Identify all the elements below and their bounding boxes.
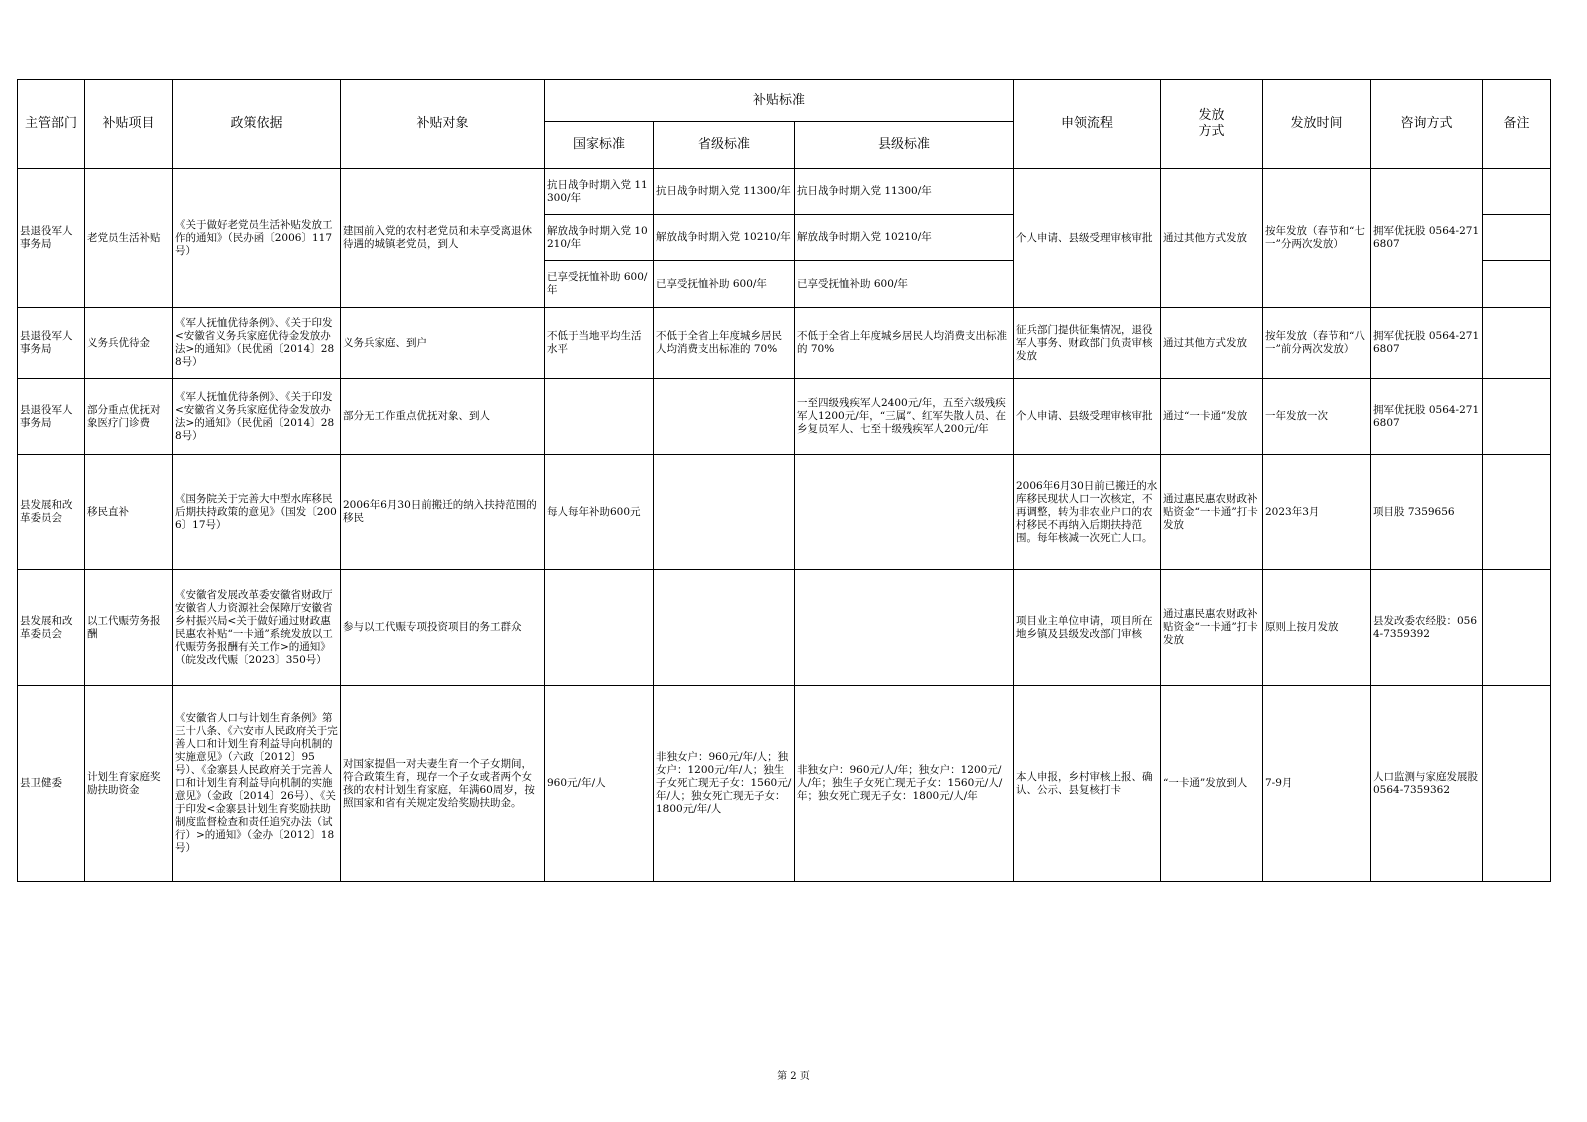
cell-method: “一卡通”发放到人 xyxy=(1161,686,1263,882)
table-row xyxy=(18,379,1551,455)
cell-provincial: 不低于全省上年度城乡居民人均消费支出标准的 70% xyxy=(654,308,795,379)
table-row xyxy=(18,455,1551,570)
cell-contact: 拥军优抚股 0564-2716807 xyxy=(1371,169,1483,308)
header-item: 补贴项目 xyxy=(85,80,173,169)
cell-process: 本人申报，乡村审核上报、确认、公示、县复核打卡 xyxy=(1014,686,1161,882)
cell-provincial: 已享受抚恤补助 600/年 xyxy=(654,261,795,308)
header-target: 补贴对象 xyxy=(341,80,545,169)
cell-time: 原则上按月发放 xyxy=(1263,570,1371,686)
header-method: 发放 方式 xyxy=(1161,80,1263,169)
cell-county: 抗日战争时期入党 11300/年 xyxy=(795,169,1014,215)
cell-national xyxy=(545,379,654,455)
cell-time: 一年发放一次 xyxy=(1263,379,1371,455)
cell-provincial: 抗日战争时期入党 11300/年 xyxy=(654,169,795,215)
cell-national: 已享受抚恤补助 600/年 xyxy=(545,261,654,308)
cell-remark xyxy=(1483,261,1551,308)
cell-process: 2006年6月30日前已搬迁的水库移民现状人口一次核定，不再调整，转为非农业户口的农村移民不再纳入后期扶持范围。每年核减一次死亡人口。 xyxy=(1014,455,1161,570)
cell-time: 按年发放（春节和“八一”前分两次发放） xyxy=(1263,308,1371,379)
cell-item: 义务兵优待金 xyxy=(85,308,173,379)
header-national: 国家标准 xyxy=(545,122,654,169)
cell-method: 通过“一卡通”发放 xyxy=(1161,379,1263,455)
cell-remark xyxy=(1483,570,1551,686)
cell-contact: 人口监测与家庭发展股 0564-7359362 xyxy=(1371,686,1483,882)
cell-target: 义务兵家庭、到户 xyxy=(341,308,545,379)
header-remark: 备注 xyxy=(1483,80,1551,169)
header-dept: 主管部门 xyxy=(18,80,85,169)
cell-process: 项目业主单位申请，项目所在地乡镇及县级发改部门审核 xyxy=(1014,570,1161,686)
header-time: 发放时间 xyxy=(1263,80,1371,169)
header-process: 申领流程 xyxy=(1014,80,1161,169)
table-row xyxy=(18,169,1551,215)
cell-contact: 拥军优抚股 0564-2716807 xyxy=(1371,308,1483,379)
cell-national: 解放战争时期入党 10210/年 xyxy=(545,215,654,261)
cell-item: 以工代赈劳务报酬 xyxy=(85,570,173,686)
cell-national xyxy=(545,570,654,686)
cell-policy: 《军人抚恤优待条例》、《关于印发<安徽省义务兵家庭优待金发放办法>的通知》（民优函〔2014〕288号） xyxy=(173,379,341,455)
cell-target: 2006年6月30日前搬迁的纳入扶持范围的移民 xyxy=(341,455,545,570)
cell-item: 部分重点优抚对象医疗门诊费 xyxy=(85,379,173,455)
cell-remark xyxy=(1483,379,1551,455)
cell-method: 通过惠民惠农财政补贴资金“一卡通”打卡发放 xyxy=(1161,570,1263,686)
cell-target: 参与以工代赈专项投资项目的务工群众 xyxy=(341,570,545,686)
cell-remark xyxy=(1483,686,1551,882)
cell-national: 960元/年/人 xyxy=(545,686,654,882)
cell-method: 通过其他方式发放 xyxy=(1161,308,1263,379)
cell-national: 不低于当地平均生活水平 xyxy=(545,308,654,379)
subsidy-table xyxy=(17,79,1551,882)
header-standard: 补贴标准 xyxy=(545,80,1014,122)
cell-dept: 县退役军人事务局 xyxy=(18,169,85,308)
cell-item: 移民直补 xyxy=(85,455,173,570)
cell-county: 解放战争时期入党 10210/年 xyxy=(795,215,1014,261)
header-contact: 咨询方式 xyxy=(1371,80,1483,169)
cell-item: 计划生育家庭奖励扶助资金 xyxy=(85,686,173,882)
cell-policy: 《关于做好老党员生活补贴发放工作的通知》（民办函〔2006〕117号） xyxy=(173,169,341,308)
cell-policy: 《安徽省发展改革委安徽省财政厅安徽省人力资源社会保障厅安徽省乡村振兴局<关于做好通过财政惠民惠农补贴“一卡通”系统发放以工代赈劳务报酬有关工作>的通知》（皖发改代赈〔2023〕350号） xyxy=(173,570,341,686)
cell-dept: 县卫健委 xyxy=(18,686,85,882)
cell-method: 通过其他方式发放 xyxy=(1161,169,1263,308)
cell-remark xyxy=(1483,455,1551,570)
cell-provincial xyxy=(654,379,795,455)
cell-remark xyxy=(1483,308,1551,379)
cell-dept: 县退役军人事务局 xyxy=(18,379,85,455)
cell-county: 一至四级残疾军人2400元/年，五至六级残疾军人1200元/年，“三属”、红军失散人员、在乡复员军人、七至十级残疾军人200元/年 xyxy=(795,379,1014,455)
cell-provincial xyxy=(654,455,795,570)
cell-policy: 《安徽省人口与计划生育条例》第三十八条、《六安市人民政府关于完善人口和计划生育利益导向机制的实施意见》（六政〔2012〕95号）、《金寨县人民政府关于完善人口和计划生育利益导向机制的实施意见》（金政〔2014〕26号）、《关于印发<金寨县计划生育奖励扶助制度监督检查和责任追究办法（试行）>的通知》（金办〔2012〕18号） xyxy=(173,686,341,882)
cell-dept: 县发展和改革委员会 xyxy=(18,455,85,570)
cell-county xyxy=(795,455,1014,570)
cell-time: 按年发放（春节和“七一”分两次发放） xyxy=(1263,169,1371,308)
cell-county: 不低于全省上年度城乡居民人均消费支出标准的 70% xyxy=(795,308,1014,379)
table-row xyxy=(18,686,1551,882)
page-number: 第 2 页 xyxy=(777,1071,810,1082)
cell-provincial: 解放战争时期入党 10210/年 xyxy=(654,215,795,261)
cell-national: 抗日战争时期入党 11300/年 xyxy=(545,169,654,215)
cell-contact: 项目股 7359656 xyxy=(1371,455,1483,570)
cell-county: 已享受抚恤补助 600/年 xyxy=(795,261,1014,308)
cell-provincial xyxy=(654,570,795,686)
cell-county: 非独女户：960元/人/年；独女户：1200元/人/年；独生子女死亡现无子女：1560元/人/年；独女死亡现无子女：1800元/人/年 xyxy=(795,686,1014,882)
cell-remark xyxy=(1483,215,1551,261)
cell-time: 7-9月 xyxy=(1263,686,1371,882)
header-policy: 政策依据 xyxy=(173,80,341,169)
cell-dept: 县发展和改革委员会 xyxy=(18,570,85,686)
cell-dept: 县退役军人事务局 xyxy=(18,308,85,379)
header-county: 县级标准 xyxy=(795,122,1014,169)
cell-target: 部分无工作重点优抚对象、到人 xyxy=(341,379,545,455)
cell-national: 每人每年补助600元 xyxy=(545,455,654,570)
cell-contact: 拥军优抚股 0564-2716807 xyxy=(1371,379,1483,455)
cell-target: 建国前入党的农村老党员和未享受离退休待遇的城镇老党员，到人 xyxy=(341,169,545,308)
cell-policy: 《国务院关于完善大中型水库移民后期扶持政策的意见》（国发〔2006〕17号） xyxy=(173,455,341,570)
header-provincial: 省级标准 xyxy=(654,122,795,169)
cell-process: 个人申请、县级受理审核审批 xyxy=(1014,379,1161,455)
cell-time: 2023年3月 xyxy=(1263,455,1371,570)
cell-process: 个人申请、县级受理审核审批 xyxy=(1014,169,1161,308)
cell-target: 对国家提倡一对夫妻生育一个子女期间，符合政策生育，现存一个子女或者两个女孩的农村计划生育家庭，年满60周岁，按照国家和省有关规定发给奖励扶助金。 xyxy=(341,686,545,882)
cell-process: 征兵部门提供征集情况，退役军人事务、财政部门负责审核发放 xyxy=(1014,308,1161,379)
cell-item: 老党员生活补贴 xyxy=(85,169,173,308)
cell-contact: 县发改委农经股：0564-7359392 xyxy=(1371,570,1483,686)
table-row xyxy=(18,308,1551,379)
cell-policy: 《军人抚恤优待条例》、《关于印发<安徽省义务兵家庭优待金发放办法>的通知》（民优函〔2014〕288号） xyxy=(173,308,341,379)
table-row xyxy=(18,570,1551,686)
cell-method: 通过惠民惠农财政补贴资金“一卡通”打卡发放 xyxy=(1161,455,1263,570)
cell-provincial: 非独女户：960元/年/人；独女户：1200元/年/人；独生子女死亡现无子女：1560元/年/人；独女死亡现无子女：1800元/年/人 xyxy=(654,686,795,882)
cell-remark xyxy=(1483,169,1551,215)
cell-county xyxy=(795,570,1014,686)
